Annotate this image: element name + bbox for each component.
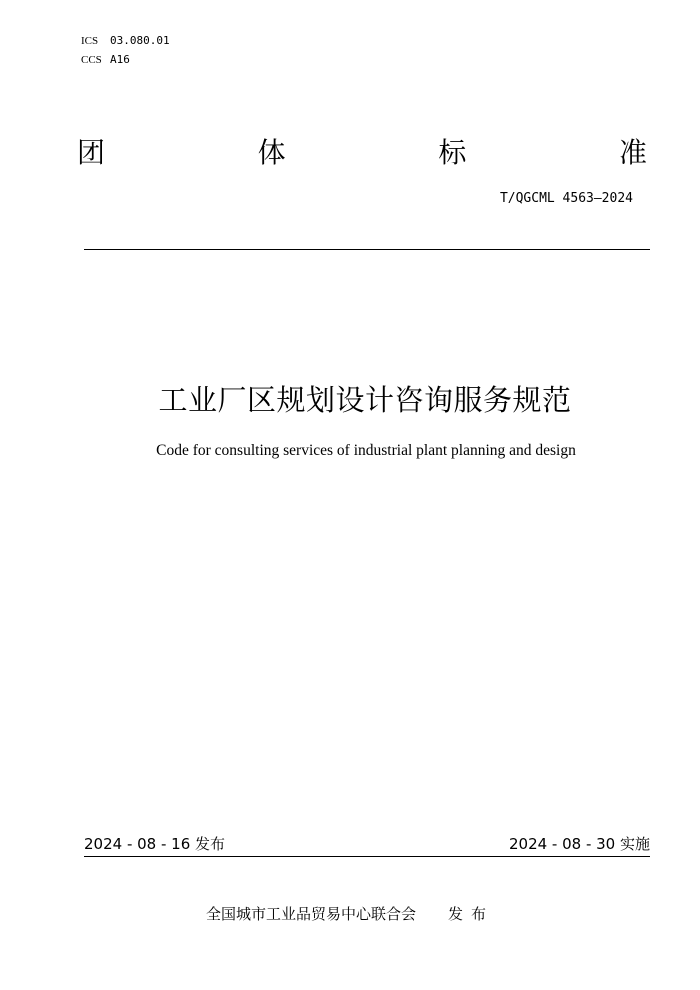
standard-type-char: 准 bbox=[618, 136, 647, 169]
ccs-code: A16 bbox=[110, 53, 130, 66]
ics-code: 03.080.01 bbox=[110, 34, 170, 47]
issue-date: 2024 - 08 - 16 发布 bbox=[84, 835, 226, 853]
ics-classification bbox=[81, 34, 170, 48]
standard-number: T/QGCML 4563—2024 bbox=[499, 191, 633, 206]
standard-type-char: 团 bbox=[77, 136, 106, 169]
standard-type-char: 标 bbox=[438, 136, 467, 169]
standard-type-char: 体 bbox=[257, 136, 286, 169]
ccs-classification bbox=[81, 53, 130, 67]
publisher-line bbox=[206, 904, 494, 924]
publisher-action: 发布 bbox=[448, 905, 495, 923]
implementation-date: 2024 - 08 - 30 实施 bbox=[508, 835, 650, 853]
standard-type-heading bbox=[77, 137, 647, 169]
document-title-chinese: 工业厂区规划设计咨询服务规范 bbox=[158, 383, 572, 417]
footer-divider bbox=[84, 856, 650, 857]
header-divider bbox=[84, 249, 650, 250]
document-title-english: Code for consulting services of industrial plant planning and design bbox=[156, 442, 576, 459]
publisher-name: 全国城市工业品贸易中心联合会 bbox=[206, 905, 417, 923]
ccs-label: CCS bbox=[81, 54, 102, 66]
ics-label: ICS bbox=[81, 35, 99, 47]
